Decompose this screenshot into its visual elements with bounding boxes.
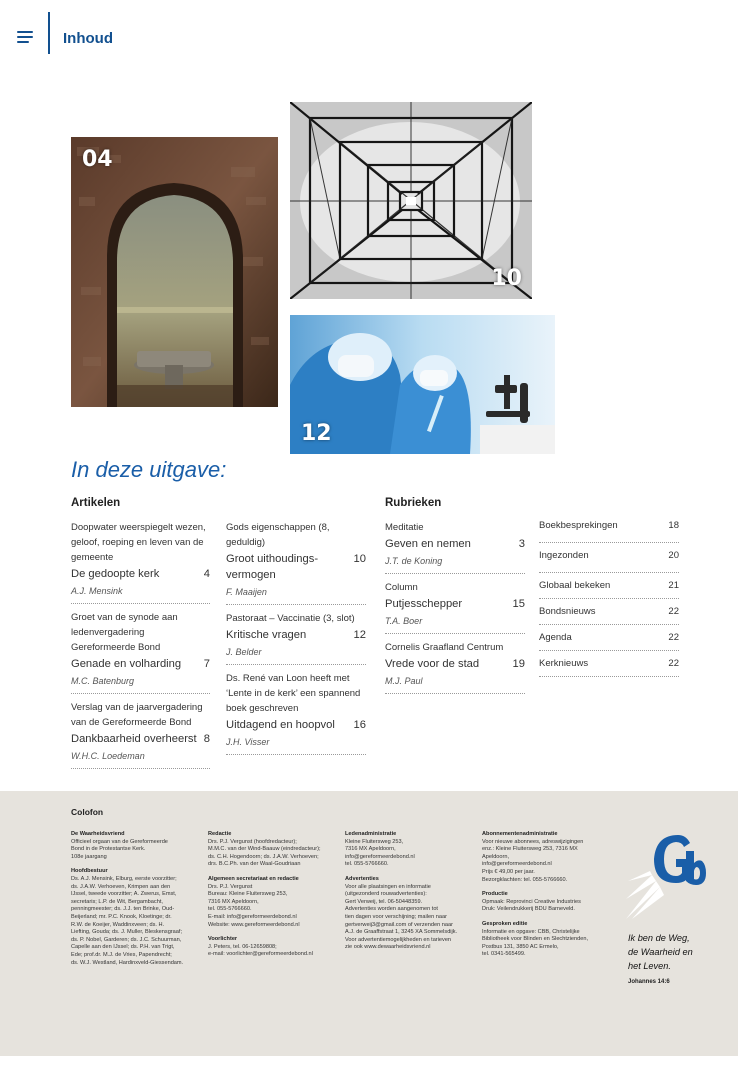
rubriek-page: 18 bbox=[668, 520, 679, 531]
colofon-text: Apeldoorn, bbox=[482, 853, 510, 860]
rubriek-author: M.J. Paul bbox=[385, 676, 423, 686]
colofon-text: Kleine Fluitersweg 253, bbox=[345, 838, 404, 845]
photo-archway[interactable] bbox=[71, 137, 278, 407]
colofon-text: Advertenties worden aangenomen tot bbox=[345, 906, 438, 913]
colofon-website[interactable]: Website: www.gereformeerdebond.nl bbox=[208, 921, 300, 928]
colofon-text: Bezorgklachten: tel. 055-5766660. bbox=[482, 876, 568, 883]
colofon-subheading: Redactie bbox=[208, 831, 232, 837]
article-title: Dankbaarheid overheerst bbox=[71, 733, 197, 745]
colofon-subheading: Productie bbox=[482, 891, 508, 898]
rubriek-link[interactable] bbox=[539, 573, 679, 599]
rubriek-page: 21 bbox=[668, 580, 679, 591]
colofon-text: Druk: Veilendrukkerij BDU Barneveld. bbox=[482, 906, 575, 913]
section-heading-artikelen: Artikelen bbox=[71, 497, 121, 509]
rubriek-title: Geven en nemen bbox=[385, 538, 471, 550]
article-title: Genade en volharding bbox=[71, 658, 182, 670]
colofon-column-4 bbox=[482, 831, 612, 959]
menu-icon[interactable] bbox=[17, 31, 33, 43]
issue-heading: In deze uitgave: bbox=[71, 457, 227, 482]
colofon-email[interactable]: info@gereformeerdebond.nl bbox=[482, 861, 552, 868]
colofon-text: gertverweij3@gmail.com of verzenden naar bbox=[345, 921, 453, 928]
colofon-subheading: Algemeen secretariaat en redactie bbox=[208, 875, 299, 882]
rubriek-entry[interactable] bbox=[385, 520, 525, 574]
colofon-text: Officieel orgaan van de Gereformeerde bbox=[71, 838, 168, 845]
article-entry[interactable] bbox=[71, 694, 210, 769]
article-author: M.C. Batenburg bbox=[71, 676, 135, 686]
article-page: 10 bbox=[353, 553, 366, 565]
article-intro: Verslag van de jaarvergadering van de Gereformeerde Bond bbox=[71, 702, 203, 728]
colofon-column-2 bbox=[208, 831, 340, 959]
page-title: Inhoud bbox=[63, 30, 113, 47]
rubrieken-column-2 bbox=[539, 520, 679, 677]
colofon-text: M.M.C. van der Wind-Baauw (eindredacteur); bbox=[208, 846, 321, 853]
article-author: W.H.C. Loedeman bbox=[71, 751, 145, 761]
article-page: 7 bbox=[203, 658, 210, 670]
rubriek-label: Ingezonden bbox=[539, 550, 589, 561]
photo-lab[interactable] bbox=[290, 315, 555, 454]
article-author: A.J. Mensink bbox=[71, 586, 123, 596]
colofon-email[interactable]: info@gereformeerdebond.nl bbox=[345, 853, 415, 860]
gb-logo bbox=[626, 829, 706, 919]
rubriek-page: 3 bbox=[518, 538, 525, 550]
colofon-text: tien dagen voor verschijning; mailen naar bbox=[345, 913, 447, 920]
rubriek-link[interactable] bbox=[539, 625, 679, 651]
colofon-column-1 bbox=[71, 831, 201, 967]
colofon-subheading: Gesproken editie bbox=[482, 920, 528, 927]
colofon-text: secretaris; L.P. de Wit, Bergambacht, bbox=[71, 898, 163, 905]
rubriek-link[interactable] bbox=[539, 599, 679, 625]
colofon-text: Ds. A.J. Mensink, Elburg, eerste voorzitter; bbox=[71, 875, 177, 882]
quote-line: de Waarheid en bbox=[628, 947, 693, 957]
section-heading-rubrieken: Rubrieken bbox=[385, 497, 442, 509]
colofon-text: tel. 0341-565499. bbox=[482, 951, 526, 958]
article-author: F. Maaijen bbox=[226, 587, 267, 597]
colofon-text: ds. W.J. Westland, Hardinxveld-Giessendam. bbox=[71, 959, 184, 966]
colofon-email[interactable]: e-mail: voorlichter@gereformeerdebond.nl bbox=[208, 951, 313, 958]
colofon-text: Postbus 131, 3850 AC Ermelo, bbox=[482, 943, 559, 950]
colofon-subheading: Voorlichter bbox=[208, 936, 238, 943]
colofon-subheading: Hoofdbestuur bbox=[71, 868, 108, 875]
rubriek-author: J.T. de Koning bbox=[385, 556, 443, 566]
top-bar bbox=[0, 0, 738, 70]
rubriek-link[interactable] bbox=[539, 520, 679, 543]
colofon-text: Gert Verweij, tel. 06-50448359. bbox=[345, 898, 423, 905]
quote-line: het Leven. bbox=[628, 961, 671, 971]
colofon-text: ds. P. Nobel, Garderen; ds. J.C. Schuurman, bbox=[71, 936, 182, 943]
colofon-subheading: Ledenadministratie bbox=[345, 831, 397, 837]
rubrieken-column-1 bbox=[385, 520, 525, 694]
colofon-text: (uitgezonderd rouwadvertenties): bbox=[345, 891, 427, 898]
article-title: Kritische vragen bbox=[226, 629, 307, 641]
article-page: 12 bbox=[353, 629, 366, 641]
colofon-text: IJssel, tweede voorzitter; A. Zwerus, Emst, bbox=[71, 891, 177, 898]
rubriek-entry[interactable] bbox=[385, 634, 525, 694]
article-entry[interactable] bbox=[226, 665, 366, 755]
quote-line: Ik ben de Weg, bbox=[628, 933, 690, 943]
colofon-panel bbox=[0, 791, 738, 1056]
article-entry[interactable] bbox=[71, 520, 210, 604]
rubriek-page: 15 bbox=[512, 598, 525, 610]
article-intro: Ds. René van Loon heeft met ‘Lente in de kerk’ een spannend boek geschreven bbox=[226, 673, 361, 714]
header-divider bbox=[48, 12, 50, 54]
colofon-text: Beijerland; mr. P.C. Knook, Kloetinge; dr. bbox=[71, 913, 172, 920]
colofon-text: A.J. de Graaffstraat 1, 3245 XA Sommelsdijk. bbox=[345, 929, 458, 936]
bible-quote bbox=[628, 931, 728, 973]
colofon-text: tel. 055-5766660. bbox=[345, 861, 389, 868]
quote-reference: Johannes 14:6 bbox=[628, 979, 670, 985]
rubriek-title: Vrede voor de stad bbox=[385, 658, 480, 670]
colofon-text: Prijs € 49,00 per jaar. bbox=[482, 868, 535, 875]
photo-number: 04 bbox=[82, 147, 113, 172]
rubriek-page: 19 bbox=[512, 658, 525, 670]
colofon-text: Ede; prof.dr. M.J. de Vries, Papendrecht; bbox=[71, 951, 172, 958]
article-entry[interactable] bbox=[226, 605, 366, 665]
colofon-text: Informatie en opgave: CBB, Christelijke bbox=[482, 928, 580, 935]
rubriek-intro: Cornelis Graafland Centrum bbox=[385, 642, 504, 653]
photo-number: 12 bbox=[301, 421, 332, 446]
colofon-text: Voor advertentiemogelijkheden en tarieven bbox=[345, 936, 452, 943]
colofon-text: J. Peters, tel. 06-12659808; bbox=[208, 943, 277, 950]
rubriek-page: 22 bbox=[668, 632, 679, 643]
article-title: De gedoopte kerk bbox=[71, 568, 160, 580]
colofon-text: tel. 055-5766660. bbox=[208, 906, 252, 913]
colofon-text: Voor alle plaatsingen en informatie bbox=[345, 883, 431, 890]
artikelen-column-2 bbox=[226, 520, 366, 755]
rubriek-title: Putjesschepper bbox=[385, 598, 463, 610]
rubriek-label: Agenda bbox=[539, 632, 572, 643]
article-entry[interactable] bbox=[226, 520, 366, 605]
article-intro: Gods eigenschappen (8, geduldig) bbox=[226, 522, 330, 548]
colofon-column-3 bbox=[345, 831, 477, 952]
rubriek-entry[interactable] bbox=[385, 574, 525, 634]
article-intro: Groet van de synode aan ledenvergadering Gereformeerde Bond bbox=[71, 612, 178, 653]
artikelen-column-1 bbox=[71, 520, 210, 769]
colofon-text: 108e jaargang bbox=[71, 853, 107, 860]
rubriek-label: Globaal bekeken bbox=[539, 580, 611, 591]
rubriek-page: 22 bbox=[668, 658, 679, 669]
article-page: 4 bbox=[203, 568, 210, 580]
colofon-text: Bibliotheek voor Blinden en Slechtzienden, bbox=[482, 936, 589, 943]
colofon-heading: Colofon bbox=[71, 807, 104, 817]
colofon-text: enz.: Kleine Fluitersweg 253, 7316 MX bbox=[482, 846, 578, 853]
colofon-text: Drs. P.J. Vergunst bbox=[208, 883, 253, 890]
rubriek-intro: Column bbox=[385, 582, 418, 593]
article-page: 16 bbox=[353, 719, 366, 731]
article-page: 8 bbox=[203, 733, 210, 745]
colofon-text: drs. B.C.Ph. van der Waal-Goudriaan bbox=[208, 861, 301, 868]
colofon-text: 7316 MX Apeldoorn, bbox=[208, 898, 259, 905]
colofon-text: ds. C.H. Hogendoorn; ds. J.A.W. Verhoeven; bbox=[208, 853, 319, 860]
colofon-website[interactable]: zie ook www.dewaarheidsvriend.nl bbox=[345, 944, 431, 951]
photo-pylon[interactable] bbox=[290, 102, 532, 299]
photo-number: 10 bbox=[491, 266, 522, 291]
rubriek-label: Bondsnieuws bbox=[539, 606, 596, 617]
colofon-text: Bond in de Protestantse Kerk. bbox=[71, 846, 146, 853]
rubriek-author: T.A. Boer bbox=[385, 616, 423, 626]
rubriek-link[interactable] bbox=[539, 651, 679, 677]
colofon-text: Drs. P.J. Vergunst (hoofdredacteur); bbox=[208, 838, 297, 845]
colofon-text: ds. J.A.W. Verhoeven, Krimpen aan den bbox=[71, 883, 171, 890]
article-intro: Pastoraat – Vaccinatie (3, slot) bbox=[226, 613, 355, 624]
article-title: Groot uithoudings-vermogen bbox=[226, 553, 319, 581]
article-title: Uitdagend en hoopvol bbox=[226, 719, 335, 731]
colofon-text: R.W. de Koeijer, Waddinxveen; ds. H. bbox=[71, 921, 165, 928]
rubriek-label: Boekbesprekingen bbox=[539, 520, 618, 531]
colofon-text: Liefting, Gouda; ds. J. Muller, Bleskensgraaf; bbox=[71, 929, 183, 936]
rubriek-link[interactable] bbox=[539, 543, 679, 573]
colofon-text: penningmeester; ds. J.J. ten Brinke, Oud- bbox=[71, 906, 175, 913]
article-intro: Doopwater weerspiegelt wezen, geloof, roeping en leven van de gemeente bbox=[71, 522, 206, 563]
rubriek-label: Kerknieuws bbox=[539, 658, 589, 669]
colofon-text: Bureau: Kleine Fluitersweg 253, bbox=[208, 891, 288, 898]
colofon-text: Opmaak: Reprovinci Creative Industries bbox=[482, 898, 581, 905]
article-author: J. Belder bbox=[226, 647, 262, 657]
colofon-email[interactable]: E-mail: info@gereformeerdebond.nl bbox=[208, 913, 297, 920]
rubriek-intro: Meditatie bbox=[385, 522, 424, 533]
article-author: J.H. Visser bbox=[226, 737, 270, 747]
rubriek-page: 20 bbox=[668, 550, 679, 561]
colofon-subheading: Abonnementenadministratie bbox=[482, 831, 558, 837]
colofon-subheading: Advertenties bbox=[345, 875, 379, 882]
colofon-text: 7316 MX Apeldoorn, bbox=[345, 846, 396, 853]
colofon-text: Voor nieuwe abonnees, adreswijzigingen bbox=[482, 838, 584, 845]
rubriek-page: 22 bbox=[668, 606, 679, 617]
article-entry[interactable] bbox=[71, 604, 210, 694]
colofon-text: Capelle aan den IJssel; ds. P.H. van Trigt, bbox=[71, 944, 175, 951]
colofon-subheading: De Waarheidsvriend bbox=[71, 831, 125, 837]
